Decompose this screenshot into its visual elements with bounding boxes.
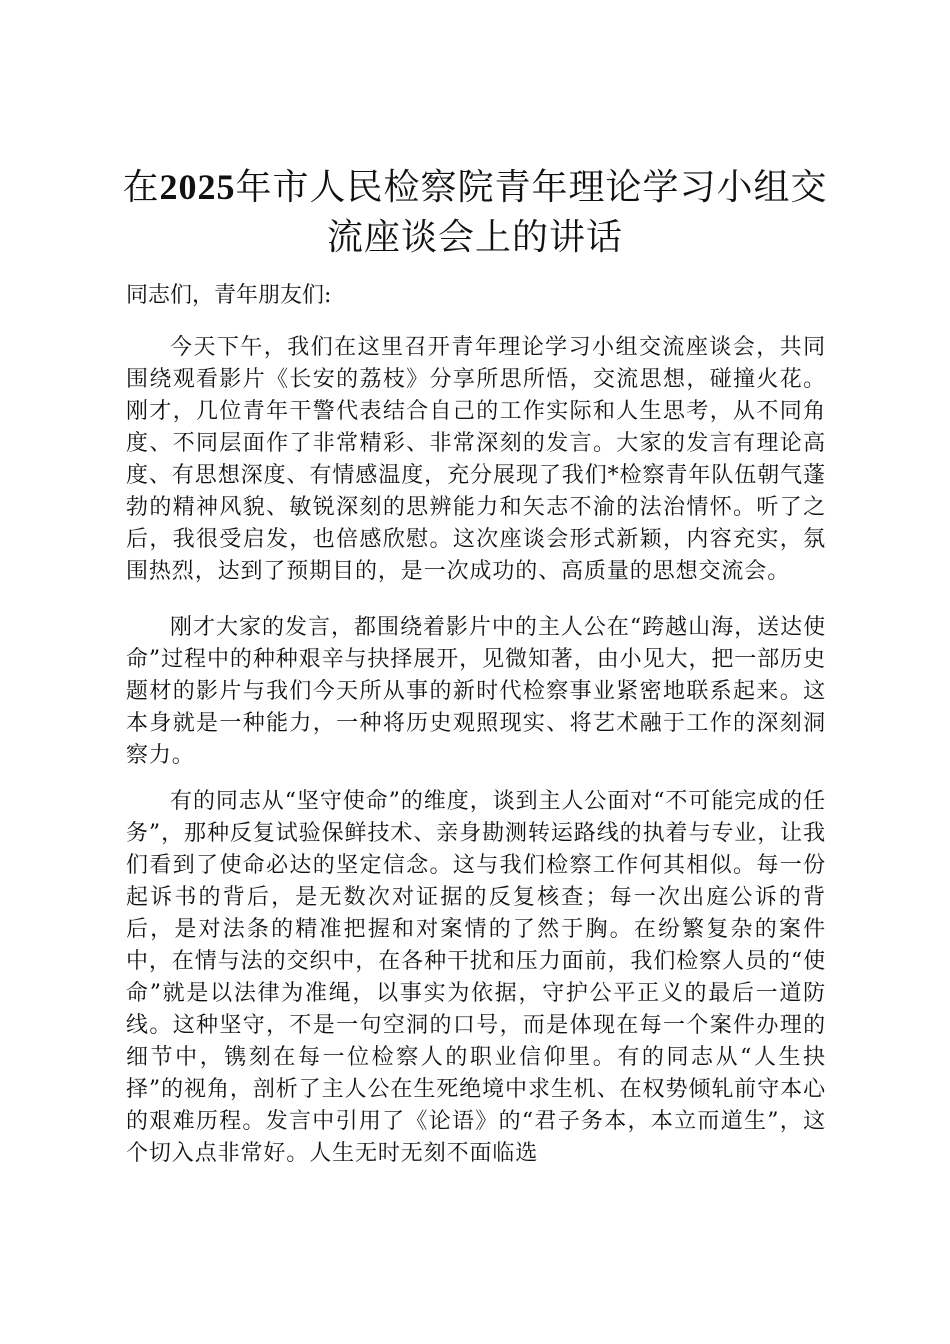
- title-prefix: 在: [122, 167, 160, 208]
- title-year: 2025: [159, 167, 236, 207]
- paragraph-3: 有的同志从“坚守使命”的维度，谈到主人公面对“不可能完成的任务”，那种反复试验保鲜技术、亲身勘测转运路线的执着与专业，让我们看到了使命必达的坚定信念。这与我们检察工作何其相似。每一份起诉书的背后，是无数次对证据的反复核查；每一次出庭公诉的背后，是对法条的精准把握和对案情的了然于胸。在纷繁复杂的案件中，在情与法的交织中，在各种干扰和压力面前，我们检察人员的“使命”就是以法律为准绳，以事实为依据，守护公平正义的最后一道防线。这种坚守，不是一句空洞的口号，而是体现在每一个案件办理的细节中，镌刻在每一位检察人的职业信仰里。有的同志从“人生抉择”的视角，剖析了主人公在生死绝境中求生机、在权势倾轧前守本心的艰难历程。发言中引用了《论语》的“君子务本，本立而道生”，这个切入点非常好。人生无时无刻不面临选: [126, 789, 826, 1166]
- paragraph-2: 刚才大家的发言，都围绕着影片中的主人公在“跨越山海，送达使命”过程中的种种艰辛与抉择展开，见微知著，由小见大，把一部历史题材的影片与我们今天所从事的新时代检察事业紧密地联系起来。这本身就是一种能力，一种将历史观照现实、将艺术融于工作的深刻洞察力。: [126, 615, 826, 768]
- document-title: [110, 162, 840, 263]
- title-line1-rest: 年市人民检察院青年理论学习小组交: [235, 167, 828, 208]
- paragraph-1: 今天下午，我们在这里召开青年理论学习小组交流座谈会，共同围绕观看影片《长安的荔枝》分享所思所悟，交流思想，碰撞火花。刚才，几位青年干警代表结合自己的工作实际和人生思考，从不同角度、不同层面作了非常精彩、非常深刻的发言。大家的发言有理论高度、有思想深度、有情感温度，充分展现了我们*检察青年队伍朝气蓬勃的精神风貌、敏锐深刻的思辨能力和矢志不渝的法治情怀。听了之后，我很受启发，也倍感欣慰。这次座谈会形式新颖，内容充实，氛围热烈，达到了预期目的，是一次成功的、高质量的思想交流会。: [126, 335, 826, 584]
- title-line2: 流座谈会上的讲话: [326, 217, 623, 258]
- salutation: 同志们，青年朋友们:: [126, 283, 332, 308]
